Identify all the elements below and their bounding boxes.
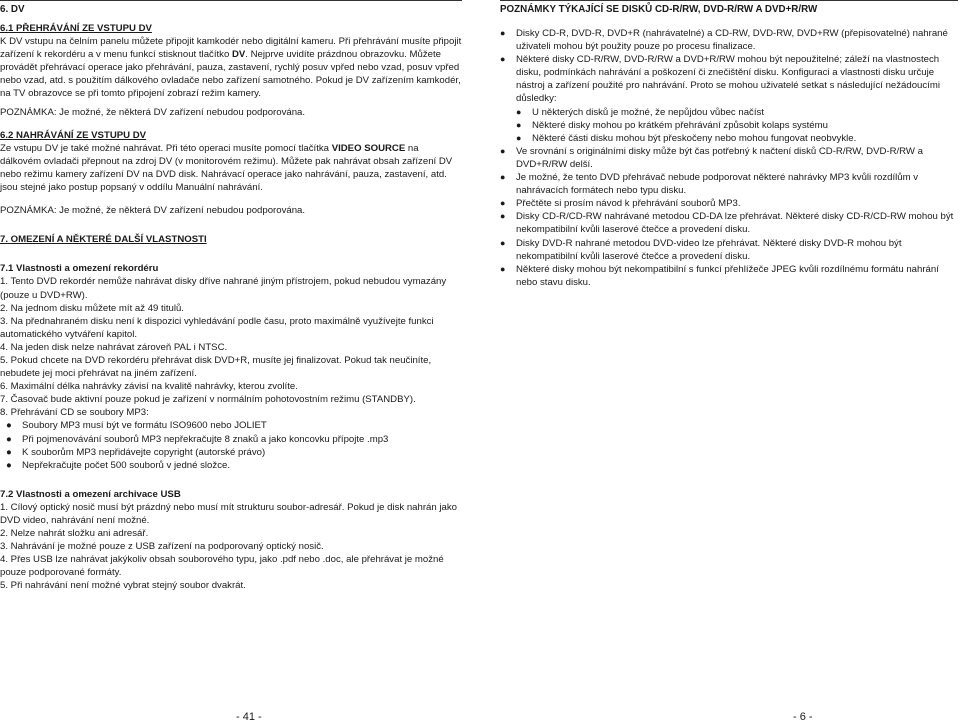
mp3-bullet: ● Nepřekračujte počet 500 souborů v jedné složce. [0,459,462,472]
list-item: 2. Nelze nahrát složku ani adresář. [0,528,149,540]
note-sub-bullet: ● Některé části disku mohou být přeskočeny nebo mohou fungovat neobvykle. [516,132,857,144]
bullet-icon: ● [516,106,522,117]
mp3-bullet: ● Soubory MP3 musí být ve formátu ISO9600 nebo JOLIET [0,419,462,432]
mp3-bullet: ● K souborům MP3 nepřidávejte copyright (autorské právo) [0,446,462,459]
bullet-icon: ● [6,446,12,458]
bullet-icon: ● [6,459,12,471]
bullet-icon: ● [500,28,506,38]
section-7-2-title: 7.2 Vlastnosti a omezení archivace USB [0,488,181,500]
note-bullet: ● Disky DVD-R nahrané metodou DVD-video lze přehrávat. Některé disky DVD-R mohou být nekompatibilní kvůli laserové čtečce a provedení disku. [500,237,902,262]
list-item: 1. Cílový optický nosič musí být prázdný nebo musí mít strukturu soubor-adresář. Pokud je disk nahrán jako DVD video, nahrávání není možné. [0,501,457,526]
list-item: 4. Na jeden disk nelze nahrávat zároveň PAL i NTSC. [0,341,228,353]
bullet-icon: ● [6,420,12,432]
list-item: 3. Nahrávání je možné pouze z USB zařízení na podporovaný optický nosič. [0,541,324,553]
note-bullet: ● Ve srovnání s originálními disky může být čas potřebný k načtení disků CD-R/RW, DVD-R/RW a DVD+R/RW delší. [500,145,923,170]
note-sub-bullet: ● U některých disků je možné, že nepůjdou vůbec načíst [516,106,764,118]
list-item: 5. Při nahrávání není možné vybrat stejný soubor dvakrát. [0,580,246,592]
top-rule [0,0,462,1]
list-item: 4. Přes USB lze nahrávat jakýkoliv obsah souborového typu, jako .pdf nebo .doc, ale přehrávat je možné pouze podporované formáty. [0,554,444,579]
bullet-icon: ● [6,433,12,445]
list-item: 1. Tento DVD rekordér nemůže nahrávat disky dříve nahrané jiným přístrojem, pokud nebudou vymazány (pouze u DVD+RW). [0,276,447,301]
section-7-title: 7. OMEZENÍ A NĚKTERÉ DALŠÍ VLASTNOSTI [0,234,207,246]
bullet-icon: ● [500,263,506,274]
list-item: 3. Na přednahraném disku není k dispozici vyhledávání podle času, proto maximálně využívejte funkci automatického vytváření kapitol. [0,315,434,340]
chapter-header: 6. DV [0,4,25,15]
list-item: 8. Přehrávání CD se soubory MP3: [0,407,149,419]
note-sub-bullet: ● Některé disky mohou po krátkém přehrávání způsobit kolaps systému [516,119,828,131]
page-number-right: - 6 - [793,711,813,723]
note-bullet: ● Je možné, že tento DVD přehrávač nebude podporovat některé nahrávky MP3 kvůli rozdílům v nahrávacích formátech nebo typu disku. [500,172,919,197]
bullet-icon: ● [516,119,522,130]
bullet-icon: ● [500,54,506,65]
bullet-icon: ● [500,145,506,156]
note-bullet: ● Některé disky CD-R/RW, DVD-R/RW a DVD+R/RW mohou být nepoužitelné; záleží na vlastnostech disku, podmínkách nahrávání a poškození či znečištění disku. Konfiguraci a vlastnosti disku určuje nástroj a zařízení použité pro nahrávání. Proto se mohou uživatelé setkat s následující nežádoucími důsledky: [500,54,940,105]
note-bullet: ● Přečtěte si prosím návod k přehrávání souborů MP3. [500,198,741,210]
bullet-icon: ● [500,237,506,248]
section-6-1-title: 6.1 PŘEHRÁVÁNÍ ZE VSTUPU DV [0,23,152,34]
list-item: 2. Na jednom disku můžete mít až 49 titulů. [0,302,184,314]
section-6-2-paragraph: Ze vstupu DV je také možné nahrávat. Při této operaci musíte pomocí tlačítka VIDEO SOURCE na dálkovém ovladači přepnout na zdroj DV (v monitorovém režimu). Můžete pak nahrávat obsah zařízení DV nebo režimu kamery zařízení DV na DVD disk. Nahrávací operace jako nahrávání, pauza, zastavení, atd. jsou stejné jako postup popsaný v oddílu Manuální nahrávání. [0,142,453,194]
section-6-2-note: POZNÁMKA: Je možné, že některá DV zařízení nebudou podporována. [0,205,306,217]
mp3-bullet: ● Při pojmenovávání souborů MP3 nepřekračujte 8 znaků a jako koncovku přípojte .mp3 [0,433,462,446]
notes-header: POZNÁMKY TÝKAJÍCÍ SE DISKŮ CD-R/RW, DVD-R/RW A DVD+R/RW [500,4,818,15]
page-number-left: - 41 - [236,711,262,723]
section-7-1-title: 7.1 Vlastnosti a omezení rekordéru [0,263,159,275]
section-6-2-title: 6.2 NAHRÁVÁNÍ ZE VSTUPU DV [0,129,147,141]
list-item: 7. Časovač bude aktivní pouze pokud je zařízení v normálním pohotovostním režimu (STANDBY). [0,394,416,406]
section-6-1-paragraph: K DV vstupu na čelním panelu můžete připojit kamkodér nebo digitální kameru. Při přehrávání musíte připojit zařízení k rekordéru a v menu funkcí stisknout tlačítko DV. Nejprve uvidíte prázdnou obrazovku. Můžete provádět přehrávací operace jako přehrávání, pauza, zastavení, rychlý posuv vpřed nebo vzad, posuv vpřed nebo vzad, atd. s použitím dálkového ovladače nebo zařízení samotného. Pokud je DV zařízením kamkodér, na TV obrazovce se při tomto připojení zobrazí režim kamery. [0,36,462,100]
note-bullet: ● Disky CD-R, DVD-R, DVD+R (nahrávatelné) a CD-RW, DVD-RW, DVD+RW (přepisovatelné) nahrané uživateli mohou být použity pouze po procesu finalizace. [500,28,948,53]
note-bullet: ● Některé disky mohou být nekompatibilní s funkcí přehlížeče JPEG kvůli rozdílnému formátu nahrání nebo stavu disku. [500,263,939,288]
list-item: 6. Maximální délka nahrávky závisí na kvalitě nahrávky, kterou zvolíte. [0,381,298,393]
bullet-icon: ● [500,198,506,209]
bullet-icon: ● [500,172,506,183]
left-column [0,0,462,593]
note-bullet: ● Disky CD-R/CD-RW nahrávané metodou CD-DA lze přehrávat. Některé disky CD-R/CD-RW mohou být nekompatibilní kvůli laserové čtečce a provedení disku. [500,211,954,236]
bullet-icon: ● [500,211,506,222]
bullet-icon: ● [516,132,522,143]
top-rule [500,0,958,1]
list-item: 5. Pokud chcete na DVD rekordéru přehrávat disk DVD+R, musíte jej finalizovat. Pokud tak neučiníte, nebudete jej moci přehrávat na jiném zařízení. [0,354,432,380]
section-6-1-note: POZNÁMKA: Je možné, že některá DV zařízení nebudou podporována. [0,106,306,118]
right-column [500,0,958,289]
